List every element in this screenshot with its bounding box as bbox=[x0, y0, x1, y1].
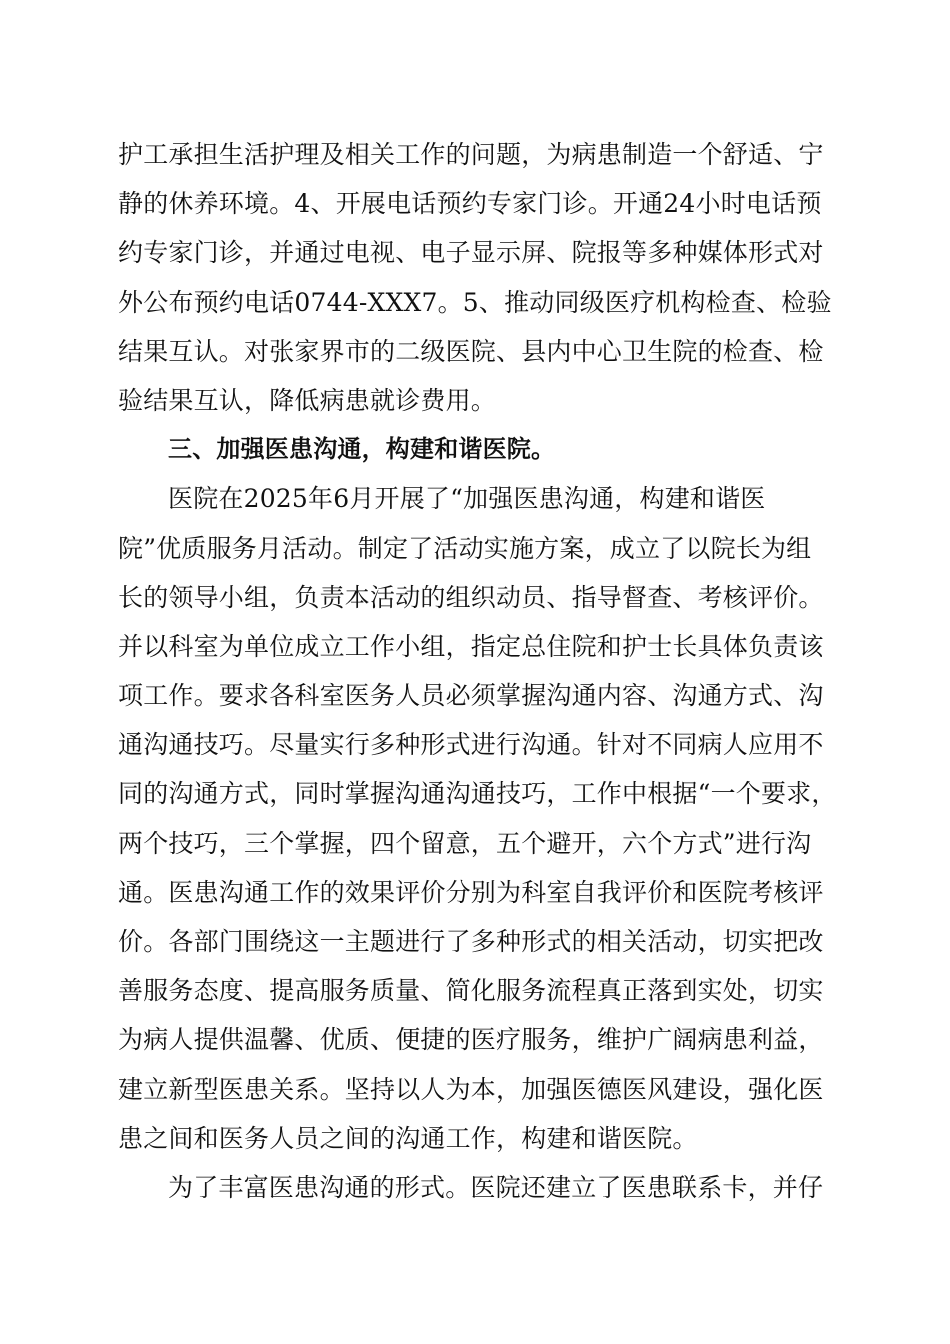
text-line: 约专家门诊，并通过电视、电子显示屏、院报等多种媒体形式对 bbox=[118, 238, 824, 268]
text-line: 善服务态度、提高服务质量、简化服务流程真正落到实处，切实 bbox=[118, 976, 824, 1006]
text-line: 同的沟通方式，同时掌握沟通沟通技巧，工作中根据“一个要求， bbox=[118, 779, 837, 809]
text-line: 结果互认。对张家界市的二级医院、县内中心卫生院的检查、检 bbox=[118, 336, 824, 366]
text-line: 外公布预约电话0744-XXX7。5、推动同级医疗机构检查、检验 bbox=[118, 287, 832, 317]
paragraph-start: 为了丰富医患沟通的形式。医院还建立了医患联系卡，并仔 bbox=[168, 1172, 824, 1202]
section-heading: 三、加强医患沟通，构建和谐医院。 bbox=[168, 435, 556, 464]
text-line: 静的休养环境。4、开展电话预约专家门诊。开通24小时电话预 bbox=[118, 189, 822, 219]
text-line: 通。医患沟通工作的效果评价分别为科室自我评价和医院考核评 bbox=[118, 877, 824, 907]
text-line: 患之间和医务人员之间的沟通工作，构建和谐医院。 bbox=[118, 1123, 698, 1153]
text-line: 通沟通技巧。尽量实行多种形式进行沟通。针对不同病人应用不 bbox=[118, 730, 824, 760]
text-line: 为病人提供温馨、优质、便捷的医疗服务，维护广阔病患利益， bbox=[118, 1025, 824, 1055]
text-line: 验结果互认，降低病患就诊费用。 bbox=[118, 385, 497, 415]
text-line: 护工承担生活护理及相关工作的问题，为病患制造一个舒适、宁 bbox=[118, 140, 824, 169]
text-line: 长的领导小组，负责本活动的组织动员、指导督查、考核评价。 bbox=[118, 582, 824, 612]
body-text bbox=[118, 130, 838, 1212]
text-line: 建立新型医患关系。坚持以人为本，加强医德医风建设，强化医 bbox=[118, 1074, 824, 1104]
text-line: 院”优质服务月活动。制定了活动实施方案，成立了以院长为组 bbox=[118, 533, 812, 563]
paragraph-start: 医院在2025年6月开展了“加强医患沟通，构建和谐医 bbox=[168, 484, 766, 514]
text-line: 价。各部门围绕这一主题进行了多种形式的相关活动，切实把改 bbox=[118, 927, 824, 956]
text-line: 项工作。要求各科室医务人员必须掌握沟通内容、沟通方式、沟 bbox=[118, 681, 824, 711]
text-line: 两个技巧，三个掌握，四个留意，五个避开，六个方式”进行沟 bbox=[118, 828, 812, 858]
text-line: 并以科室为单位成立工作小组，指定总住院和护士长具体负责该 bbox=[118, 631, 824, 661]
